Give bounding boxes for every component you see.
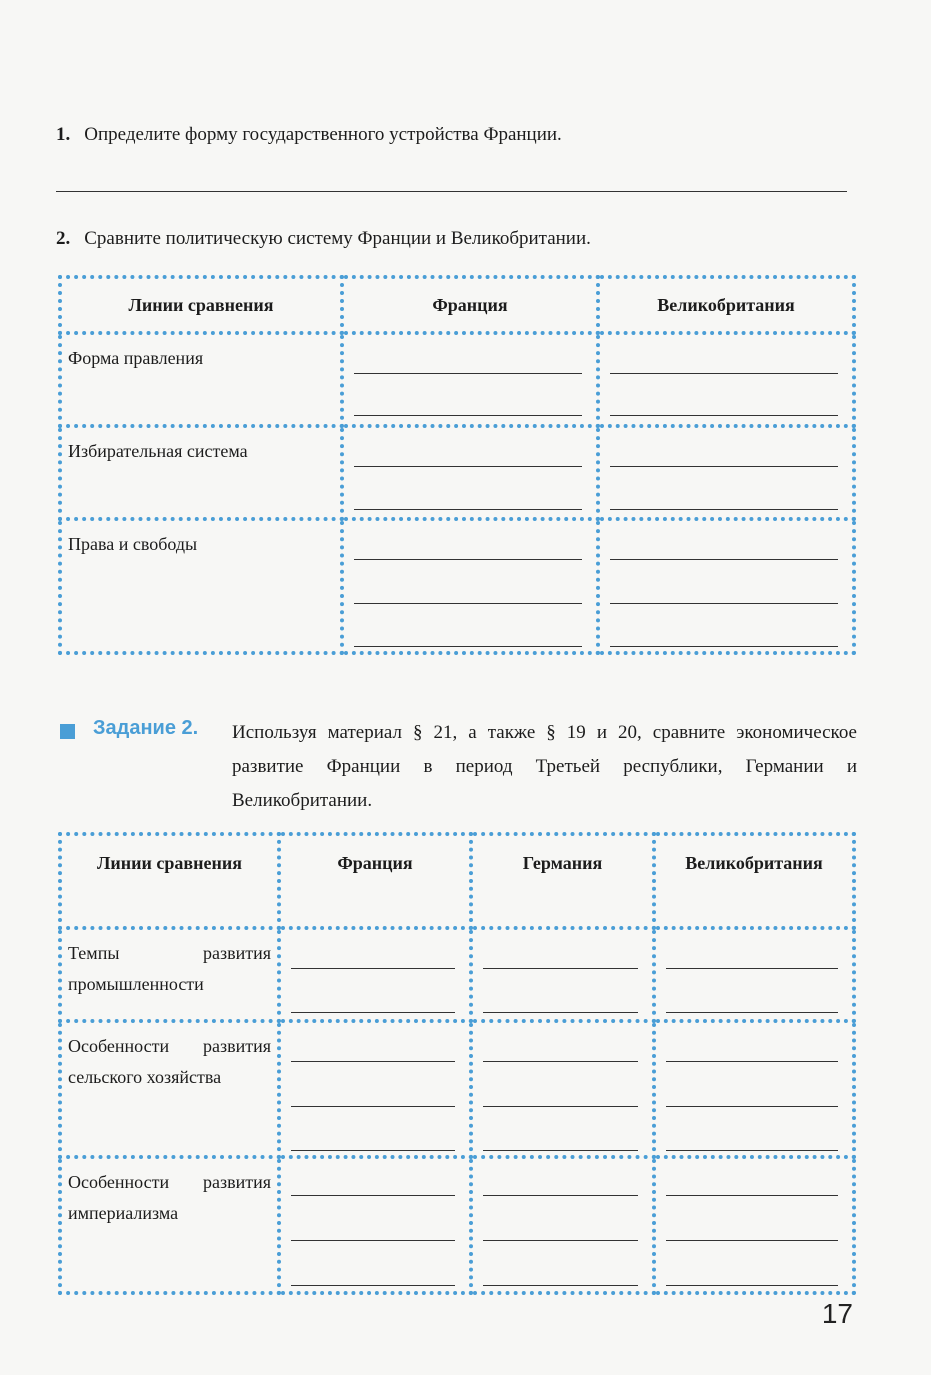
column-header: Франция <box>342 277 598 333</box>
page-number: 17 <box>821 1298 853 1329</box>
answer-cell[interactable] <box>342 519 598 653</box>
question-1-number: 1. <box>56 124 71 145</box>
answer-cell[interactable] <box>342 333 598 426</box>
column-header: Линии сравнения <box>60 277 342 333</box>
comparison-table-politics <box>58 275 856 655</box>
table-row <box>60 928 854 1021</box>
question-1 <box>56 124 562 146</box>
answer-cell[interactable] <box>471 1021 654 1157</box>
row-label: Особенности развития империализма <box>68 1172 271 1223</box>
question-2-text: Сравните политическую систему Франции и Великобритании. <box>84 228 591 249</box>
row-label: Особенности развития сельского хозяйства <box>68 1036 271 1087</box>
row-label: Избирательная система <box>68 441 248 461</box>
answer-line[interactable] <box>56 191 847 192</box>
row-label-cell <box>60 1021 279 1157</box>
answer-cell[interactable] <box>654 1021 854 1157</box>
row-label-cell <box>60 426 342 519</box>
question-2 <box>56 228 591 250</box>
row-label-cell <box>60 1157 279 1293</box>
table-row <box>60 1021 854 1157</box>
task-text: Используя материал § 21, а также § 19 и 20, сравните экономическое развитие Франции в период Третьей республики, Германии и Великобритании. <box>232 722 857 811</box>
row-label-cell <box>60 333 342 426</box>
row-label: Права и свободы <box>68 534 198 554</box>
table-header-row <box>60 277 854 333</box>
question-2-number: 2. <box>56 228 71 249</box>
answer-cell[interactable] <box>598 333 854 426</box>
answer-cell[interactable] <box>654 1157 854 1293</box>
answer-cell[interactable] <box>279 1157 471 1293</box>
question-1-text: Определите форму государственного устройства Франции. <box>84 124 562 145</box>
table-row <box>60 519 854 653</box>
answer-cell[interactable] <box>279 1021 471 1157</box>
comparison-table-economy <box>58 832 856 1295</box>
task-label: Задание 2. <box>93 717 199 739</box>
square-bullet-icon <box>60 724 75 739</box>
row-label: Форма правления <box>68 348 204 368</box>
answer-cell[interactable] <box>471 928 654 1021</box>
answer-cell[interactable] <box>654 928 854 1021</box>
table-header-row <box>60 834 854 928</box>
column-header: Великобритания <box>598 277 854 333</box>
column-header: Великобритания <box>654 834 854 928</box>
table-row <box>60 333 854 426</box>
row-label-cell <box>60 519 342 653</box>
row-label: Темпы развития промышленности <box>68 943 271 994</box>
column-header: Германия <box>471 834 654 928</box>
column-header: Линии сравнения <box>60 834 279 928</box>
table-row <box>60 1157 854 1293</box>
answer-cell[interactable] <box>279 928 471 1021</box>
column-header: Франция <box>279 834 471 928</box>
answer-cell[interactable] <box>598 519 854 653</box>
table-row <box>60 426 854 519</box>
answer-cell[interactable] <box>471 1157 654 1293</box>
row-label-cell <box>60 928 279 1021</box>
answer-cell[interactable] <box>598 426 854 519</box>
answer-cell[interactable] <box>342 426 598 519</box>
